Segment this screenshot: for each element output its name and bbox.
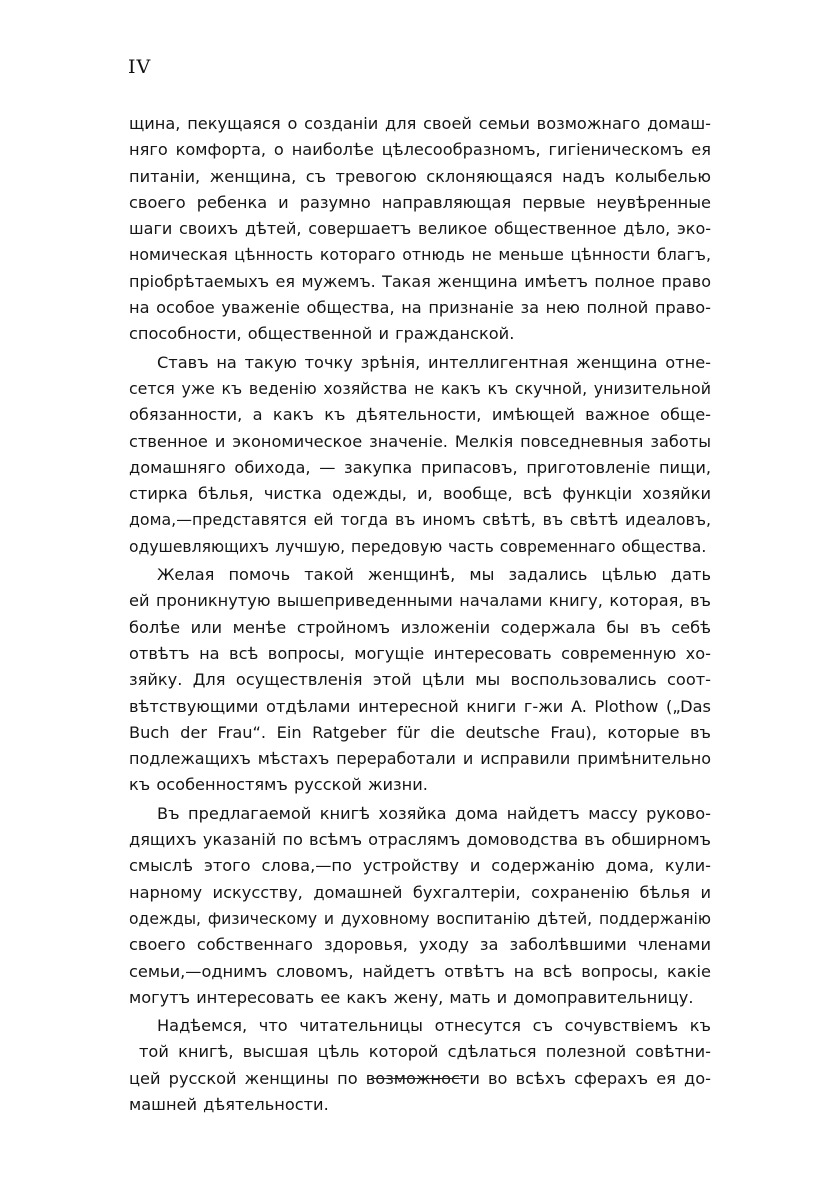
text-line: своего ребенка и разумно направляющая первые неувѣренные [129, 192, 711, 212]
text-line: на особое уваженiе общества, на признанiе за нею полной право- [129, 298, 711, 318]
text-line: дящихъ указанiй по всѣмъ отраслямъ домоводства въ обширномъ [129, 830, 711, 850]
text-line: прiобрѣтаемыхъ ея мужемъ. Такая женщина имѣетъ полное право [129, 271, 711, 291]
text-line: ей проникнутую вышеприведенными началами книгу, которая, въ [129, 591, 711, 611]
text-line: сется уже къ веденiю хозяйства не какъ къ скучной, унизительной [129, 378, 711, 398]
text-line: одежды, физическому и духовному воспитанiю дѣтей, поддержанiю [129, 909, 711, 928]
text-line: смыслѣ этого слова,—по устройству и содержанiю дома, кули- [129, 856, 711, 876]
text-line: обязанности, а какъ къ дѣятельности, имѣющей важное обще- [129, 405, 711, 425]
paragraph-4 [129, 801, 711, 1011]
text-line: Ставъ на такую точку зрѣнiя, интеллигентная женщина отне- [157, 352, 711, 372]
page-number: IV [128, 56, 152, 78]
body-text [129, 111, 711, 1120]
text-line: питанiи, женщина, съ тревогою склоняющаяся надъ колыбелью [129, 166, 711, 186]
text-line: нарному искусству, домашней бухгалтерiи, сохраненiю бѣлья и [129, 882, 711, 902]
text-line: подлежащихъ мѣстахъ переработали и исправили примѣнительно [129, 749, 711, 769]
text-line: одушевляющихъ лучшую, передовую часть современнаго общества. [129, 537, 707, 556]
text-line: болѣе или менѣе стройномъ изложенiи содержала бы въ себѣ [129, 617, 711, 637]
text-line: зяйку. Для осуществленiя этой цѣли мы воспользовались соот- [129, 670, 711, 690]
text-line: машней дѣятельности. [129, 1094, 329, 1114]
text-line: Надѣемся, что читательницы отнесутся съ сочувствiемъ къ [157, 1016, 711, 1036]
text-line: Buch der Frau“. Ein Ratgeber für die deutsche Frau), которые въ [129, 722, 711, 742]
text-line: щина, пекущаяся о созданiи для своей семьи возможнаго домаш- [129, 114, 711, 133]
text-line: няго комфорта, о наиболѣе цѣлесообразномъ, гигiеническомъ ея [129, 140, 711, 160]
paragraph-1 [129, 111, 711, 348]
text-line: стирка бѣлья, чистка одежды, и, вообще, всѣ функцiи хозяйки [129, 484, 711, 504]
text-line: къ особенностямъ русской жизни. [129, 775, 428, 795]
text-line: дома,—представятся ей тогда въ иномъ свѣтѣ, въ свѣтѣ идеаловъ, [129, 510, 711, 530]
paragraph-2 [129, 350, 711, 560]
text-line: вѣтствующими отдѣлами интересной книги г-жи A. Plothow („Das [129, 696, 711, 716]
text-line: способности, общественной и гражданской. [129, 324, 515, 344]
text-line: домашняго обихода, — закупка припасовъ, приготовленiе пищи, [129, 457, 711, 477]
text-line: цей русской женщины по возможности во всѣхъ сферахъ ея до- [129, 1068, 711, 1088]
text-line: ственное и экономическое значенiе. Мелкiя повседневныя заботы [129, 431, 711, 451]
paragraph-3 [129, 562, 711, 799]
text-line: номическая цѣнность котораго отнюдь не меньше цѣнности благъ, [129, 245, 711, 265]
text-line: той книгѣ, высшая цѣль которой сдѣлаться полезной совѣтни- [139, 1042, 711, 1062]
paragraph-5 [129, 1013, 711, 1118]
text-line: семьи,—однимъ словомъ, найдетъ отвѣтъ на всѣ вопросы, какiе [129, 961, 711, 981]
text-line: Въ предлагаемой книгѣ хозяйка дома найдетъ массу руково- [157, 803, 711, 823]
text-line: могутъ интересовать ее какъ жену, мать и домоправительницу. [129, 987, 694, 1007]
section-divider [371, 1078, 463, 1079]
text-line: шаги своихъ дѣтей, совершаетъ великое общественное дѣло, эко- [129, 219, 711, 239]
text-line: отвѣтъ на всѣ вопросы, могущiе интересовать современную хо- [129, 643, 711, 663]
text-line: Желая помочь такой женщинѣ, мы задались цѣлью дать [157, 565, 711, 585]
text-line: своего собственнаго здоровья, уходу за заболѣвшими членами [129, 935, 711, 955]
